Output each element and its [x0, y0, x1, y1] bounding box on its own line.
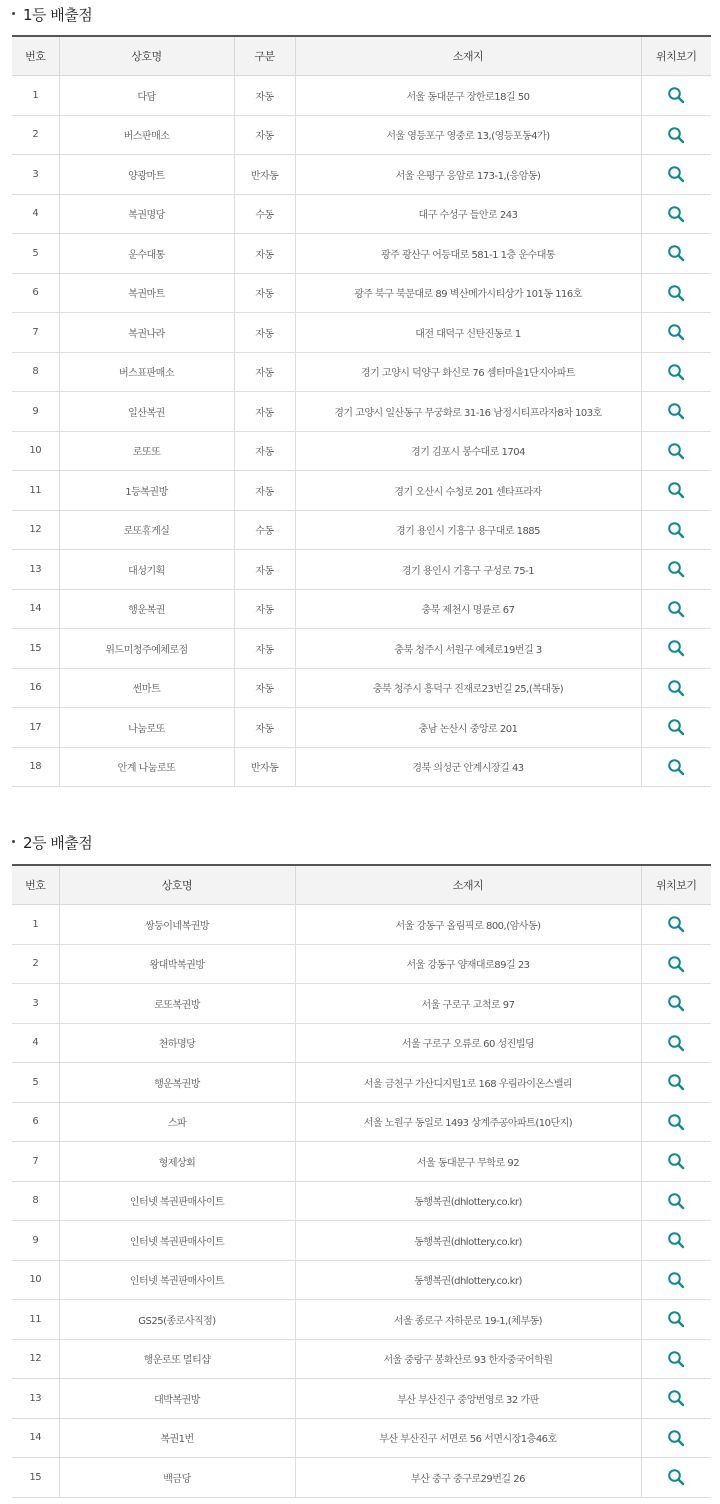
location-view-button[interactable]	[641, 747, 711, 787]
col-store-name: 상호명	[59, 865, 295, 905]
col-store-name: 상호명	[59, 36, 234, 76]
store-address: 부산 부산진구 중앙번영로 32 가판	[295, 1379, 641, 1419]
table-row	[12, 1023, 711, 1063]
store-address: 충남 논산시 중앙로 201	[295, 708, 641, 748]
store-address: 광주 북구 북문대로 89 벽산메가시티상가 101동 116호	[295, 273, 641, 313]
store-type: 수동	[234, 194, 295, 234]
table-row	[12, 1181, 711, 1221]
store-address: 서울 구로구 오류로 60 성진빌딩	[295, 1023, 641, 1063]
store-name: 복권마트	[59, 273, 234, 313]
table-row	[12, 76, 711, 116]
store-address: 동행복권(dhlottery.co.kr)	[295, 1181, 641, 1221]
row-number: 3	[12, 155, 59, 195]
store-name: 썬마트	[59, 668, 234, 708]
location-view-button[interactable]	[641, 392, 711, 432]
store-address: 부산 중구 중구로29번길 26	[295, 1458, 641, 1498]
store-type: 자동	[234, 273, 295, 313]
table-row	[12, 984, 711, 1024]
row-number: 10	[12, 431, 59, 471]
search-icon[interactable]	[667, 639, 685, 657]
location-view-button[interactable]	[641, 589, 711, 629]
row-number: 4	[12, 194, 59, 234]
row-number: 5	[12, 234, 59, 274]
col-number: 번호	[12, 36, 59, 76]
store-name: 형제상회	[59, 1142, 295, 1182]
store-address: 서울 종로구 자하문로 19-1,(체부동)	[295, 1300, 641, 1340]
search-icon[interactable]	[667, 521, 685, 539]
store-name: 나눔로또	[59, 708, 234, 748]
row-number: 6	[12, 1102, 59, 1142]
store-name: 대박복권방	[59, 1379, 295, 1419]
store-name: 인터넷 복권판매사이트	[59, 1221, 295, 1261]
location-view-button[interactable]	[641, 155, 711, 195]
store-name: 버스판매소	[59, 115, 234, 155]
search-icon[interactable]	[667, 126, 685, 144]
section-1-title: 1등 배출점	[12, 4, 92, 25]
store-name: 행운복권	[59, 589, 234, 629]
location-view-button[interactable]	[641, 1418, 711, 1458]
location-view-button[interactable]	[641, 708, 711, 748]
row-number: 14	[12, 1418, 59, 1458]
search-icon[interactable]	[667, 955, 685, 973]
store-address: 충북 청주시 서원구 예체로19번길 3	[295, 629, 641, 669]
store-address: 서울 은평구 응암로 173-1,(응암동)	[295, 155, 641, 195]
store-name: 위드미청주예체로점	[59, 629, 234, 669]
location-view-button[interactable]	[641, 1458, 711, 1498]
store-name: 행운복권방	[59, 1063, 295, 1103]
store-address: 서울 동대문구 장한로18길 50	[295, 76, 641, 116]
search-icon[interactable]	[667, 1231, 685, 1249]
search-icon[interactable]	[667, 244, 685, 262]
store-name: 행운로또 멀티샵	[59, 1339, 295, 1379]
store-name: 복권명당	[59, 194, 234, 234]
search-icon[interactable]	[667, 1350, 685, 1368]
search-icon[interactable]	[667, 1429, 685, 1447]
store-name: 1등복권방	[59, 471, 234, 511]
search-icon[interactable]	[667, 1192, 685, 1210]
row-number: 4	[12, 1023, 59, 1063]
search-icon[interactable]	[667, 1389, 685, 1407]
search-icon[interactable]	[667, 284, 685, 302]
store-name: 로또휴게실	[59, 510, 234, 550]
col-number: 번호	[12, 865, 59, 905]
store-type: 반자동	[234, 155, 295, 195]
store-type: 자동	[234, 471, 295, 511]
table-header-row	[12, 36, 711, 76]
location-view-button[interactable]	[641, 984, 711, 1024]
col-type: 구분	[234, 36, 295, 76]
store-address: 경기 고양시 일산동구 무궁화로 31-16 남정시티프라자8차 103호	[295, 392, 641, 432]
search-icon[interactable]	[667, 915, 685, 933]
store-address: 서울 중랑구 봉화산로 93 한자중국어학원	[295, 1339, 641, 1379]
table-row	[12, 510, 711, 550]
location-view-button[interactable]	[641, 1102, 711, 1142]
row-number: 12	[12, 1339, 59, 1379]
store-name: 일산복권	[59, 392, 234, 432]
store-address: 대전 대덕구 신탄진동로 1	[295, 313, 641, 353]
location-view-button[interactable]	[641, 1300, 711, 1340]
store-address: 충북 청주시 흥덕구 진재로23번길 25,(복대동)	[295, 668, 641, 708]
winners-1st-table	[12, 35, 711, 787]
store-type: 자동	[234, 234, 295, 274]
store-address: 경기 고양시 덕양구 화신로 76 셈터마을1단지아파트	[295, 352, 641, 392]
store-name: 버스표판매소	[59, 352, 234, 392]
location-view-button[interactable]	[641, 1221, 711, 1261]
col-location: 위치보기	[641, 36, 711, 76]
store-type: 자동	[234, 115, 295, 155]
table-row	[12, 1458, 711, 1498]
row-number: 15	[12, 629, 59, 669]
row-number: 8	[12, 352, 59, 392]
search-icon[interactable]	[667, 402, 685, 420]
table-row	[12, 1379, 711, 1419]
bullet-icon	[12, 840, 15, 843]
store-type: 자동	[234, 76, 295, 116]
store-name: 안계 나눔로또	[59, 747, 234, 787]
location-view-button[interactable]	[641, 629, 711, 669]
location-view-button[interactable]	[641, 550, 711, 590]
store-address: 경기 용인시 기흥구 용구대로 1885	[295, 510, 641, 550]
table-row	[12, 747, 711, 787]
table-row	[12, 471, 711, 511]
table-row	[12, 708, 711, 748]
location-view-button[interactable]	[641, 352, 711, 392]
row-number: 8	[12, 1181, 59, 1221]
store-type: 반자동	[234, 747, 295, 787]
store-type: 수동	[234, 510, 295, 550]
store-type: 자동	[234, 668, 295, 708]
location-view-button[interactable]	[641, 510, 711, 550]
row-number: 5	[12, 1063, 59, 1103]
table-row	[12, 1418, 711, 1458]
store-address: 경기 용인시 기흥구 구성로 75-1	[295, 550, 641, 590]
row-number: 18	[12, 747, 59, 787]
store-name: 스파	[59, 1102, 295, 1142]
row-number: 3	[12, 984, 59, 1024]
row-number: 16	[12, 668, 59, 708]
store-type: 자동	[234, 392, 295, 432]
table-header-row	[12, 865, 711, 905]
search-icon[interactable]	[667, 600, 685, 618]
col-location: 위치보기	[641, 865, 711, 905]
search-icon[interactable]	[667, 1152, 685, 1170]
store-address: 경기 김포시 봉수대로 1704	[295, 431, 641, 471]
store-type: 자동	[234, 708, 295, 748]
row-number: 12	[12, 510, 59, 550]
winners-2nd-table	[12, 864, 711, 1498]
store-name: 로또복권방	[59, 984, 295, 1024]
table-row	[12, 1142, 711, 1182]
row-number: 11	[12, 1300, 59, 1340]
store-name: 인터넷 복권판매사이트	[59, 1260, 295, 1300]
location-view-button[interactable]	[641, 115, 711, 155]
search-icon[interactable]	[667, 679, 685, 697]
location-view-button[interactable]	[641, 431, 711, 471]
store-address: 경북 의성군 안계시장길 43	[295, 747, 641, 787]
row-number: 9	[12, 392, 59, 432]
table-row	[12, 550, 711, 590]
table-row	[12, 431, 711, 471]
table-row	[12, 629, 711, 669]
store-address: 서울 강동구 올림픽로 800,(암사동)	[295, 905, 641, 945]
row-number: 6	[12, 273, 59, 313]
store-address: 광주 광산구 어등대로 581-1 1층 운수대통	[295, 234, 641, 274]
store-name: 운수대통	[59, 234, 234, 274]
table-row	[12, 668, 711, 708]
table-row	[12, 194, 711, 234]
store-address: 서울 노원구 동일로 1493 상계주공아파트(10단지)	[295, 1102, 641, 1142]
location-view-button[interactable]	[641, 1260, 711, 1300]
store-type: 자동	[234, 589, 295, 629]
search-icon[interactable]	[667, 718, 685, 736]
store-address: 서울 강동구 양재대로89길 23	[295, 944, 641, 984]
store-address: 대구 수성구 들안로 243	[295, 194, 641, 234]
table-row	[12, 392, 711, 432]
store-name: 쌍둥이네복권방	[59, 905, 295, 945]
search-icon[interactable]	[667, 86, 685, 104]
store-type: 자동	[234, 629, 295, 669]
table-row	[12, 352, 711, 392]
search-icon[interactable]	[667, 442, 685, 460]
table-row	[12, 1102, 711, 1142]
row-number: 17	[12, 708, 59, 748]
store-name: 백금당	[59, 1458, 295, 1498]
store-name: 양광마트	[59, 155, 234, 195]
table-row	[12, 1339, 711, 1379]
table-row	[12, 1260, 711, 1300]
location-view-button[interactable]	[641, 273, 711, 313]
row-number: 15	[12, 1458, 59, 1498]
store-name: 대성기획	[59, 550, 234, 590]
store-address: 충북 제천시 명륜로 67	[295, 589, 641, 629]
row-number: 2	[12, 944, 59, 984]
location-view-button[interactable]	[641, 1063, 711, 1103]
location-view-button[interactable]	[641, 194, 711, 234]
location-view-button[interactable]	[641, 944, 711, 984]
store-type: 자동	[234, 550, 295, 590]
location-view-button[interactable]	[641, 1023, 711, 1063]
search-icon[interactable]	[667, 165, 685, 183]
section-2-title: 2등 배출점	[12, 832, 92, 853]
store-name: 로또또	[59, 431, 234, 471]
row-number: 14	[12, 589, 59, 629]
col-address: 소재지	[295, 36, 641, 76]
table-row	[12, 905, 711, 945]
store-type: 자동	[234, 431, 295, 471]
store-address: 서울 금천구 가산디지털1로 168 우림라이온스밸리	[295, 1063, 641, 1103]
store-type: 자동	[234, 313, 295, 353]
row-number: 13	[12, 1379, 59, 1419]
search-icon[interactable]	[667, 205, 685, 223]
search-icon[interactable]	[667, 1468, 685, 1486]
table-row	[12, 155, 711, 195]
table-row	[12, 1300, 711, 1340]
search-icon[interactable]	[667, 1034, 685, 1052]
row-number: 13	[12, 550, 59, 590]
store-name: 복권1번	[59, 1418, 295, 1458]
location-view-button[interactable]	[641, 1142, 711, 1182]
store-address: 경기 오산시 수청로 201 센타프라자	[295, 471, 641, 511]
table-row	[12, 1221, 711, 1261]
store-name: 복권나라	[59, 313, 234, 353]
store-address: 서울 동대문구 무학로 92	[295, 1142, 641, 1182]
search-icon[interactable]	[667, 481, 685, 499]
search-icon[interactable]	[667, 323, 685, 341]
store-address: 동행복권(dhlottery.co.kr)	[295, 1260, 641, 1300]
store-type: 자동	[234, 352, 295, 392]
search-icon[interactable]	[667, 1271, 685, 1289]
store-address: 서울 영등포구 영중로 13,(영등포동4가)	[295, 115, 641, 155]
row-number: 11	[12, 471, 59, 511]
search-icon[interactable]	[667, 560, 685, 578]
search-icon[interactable]	[667, 994, 685, 1012]
bullet-icon	[12, 12, 15, 15]
location-view-button[interactable]	[641, 313, 711, 353]
row-number: 1	[12, 905, 59, 945]
row-number: 10	[12, 1260, 59, 1300]
store-name: 왕대박복권방	[59, 944, 295, 984]
table-row	[12, 273, 711, 313]
row-number: 2	[12, 115, 59, 155]
location-view-button[interactable]	[641, 76, 711, 116]
row-number: 7	[12, 313, 59, 353]
row-number: 9	[12, 1221, 59, 1261]
row-number: 1	[12, 76, 59, 116]
table-row	[12, 589, 711, 629]
table-row	[12, 944, 711, 984]
location-view-button[interactable]	[641, 668, 711, 708]
store-address: 동행복권(dhlottery.co.kr)	[295, 1221, 641, 1261]
store-name: 인터넷 복권판매사이트	[59, 1181, 295, 1221]
location-view-button[interactable]	[641, 234, 711, 274]
search-icon[interactable]	[667, 1113, 685, 1131]
store-address: 부산 부산진구 서면로 56 서면시장1층46호	[295, 1418, 641, 1458]
row-number: 7	[12, 1142, 59, 1182]
search-icon[interactable]	[667, 758, 685, 776]
table-row	[12, 115, 711, 155]
search-icon[interactable]	[667, 1073, 685, 1091]
table-row	[12, 234, 711, 274]
store-name: 천하명당	[59, 1023, 295, 1063]
location-view-button[interactable]	[641, 471, 711, 511]
location-view-button[interactable]	[641, 1181, 711, 1221]
store-name: GS25(종로사직점)	[59, 1300, 295, 1340]
table-row	[12, 1063, 711, 1103]
search-icon[interactable]	[667, 1310, 685, 1328]
store-name: 다담	[59, 76, 234, 116]
location-view-button[interactable]	[641, 1339, 711, 1379]
search-icon[interactable]	[667, 363, 685, 381]
store-address: 서울 구로구 고척로 97	[295, 984, 641, 1024]
col-address: 소재지	[295, 865, 641, 905]
location-view-button[interactable]	[641, 905, 711, 945]
location-view-button[interactable]	[641, 1379, 711, 1419]
table-row	[12, 313, 711, 353]
